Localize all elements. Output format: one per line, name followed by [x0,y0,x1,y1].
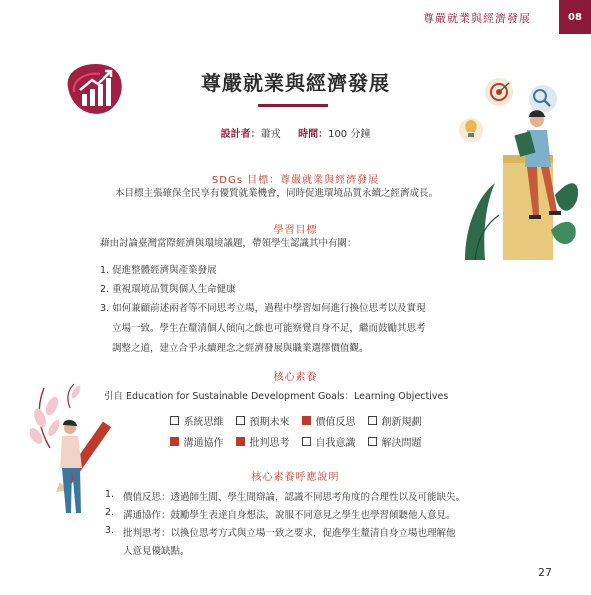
learning-item-3-cont-1: 立場一致。學生在釐清個人傾向之餘也可能察覺自身不足，繼而鼓勵其思考 [112,323,426,334]
competency-systems: 系統思維 [170,413,224,428]
explain-heading: 核心素養呼應說明 [251,472,340,483]
checkbox-values [302,416,311,425]
page-number: 27 [538,566,552,579]
learning-item-1: 1. 促進整體經濟與產業發展 [100,265,217,276]
competency-strategic: 創新規劃 [368,413,422,428]
core-source: 引自 Education for Sustainable Development Goals：Learning Objectives [104,391,449,402]
designer-name: 蕭戎 [260,129,281,140]
explain-item-1-num: 1. [105,489,115,500]
checkbox-critical [236,437,245,446]
page-title: 尊嚴就業與經濟發展 [201,71,390,95]
lightbulb-icon [459,118,483,142]
competency-values: 價值反思 [302,413,356,428]
competency-self-awareness: 自我意識 [302,434,356,449]
competency-critical: 批判思考 [236,434,290,449]
explain-item-1: 價值反思：透過師生間、學生間辯論，認識不同思考角度的合理性以及可能缺失。 [123,492,466,503]
learning-heading: 學習目標 [273,225,318,236]
competency-anticipatory: 預期未來 [236,413,290,428]
time-label: 時間： [298,129,329,140]
checkbox-problem-solving [368,437,377,446]
learning-intro: 藉由討論臺灣當際經濟與環境議題，帶領學生認識其中有關： [100,238,357,249]
sdgs-heading: SDGs 目標：尊嚴就業與經濟發展 [211,175,380,186]
title-underline [258,104,328,107]
learning-item-3: 3. 如何兼顧前述兩者等不同思考立場，過程中學習如何進行換位思考以及實現 [100,303,426,314]
explain-item-3-cont: 人意見優缺點。 [123,546,190,557]
explain-item-3-num: 3. [105,525,115,536]
core-heading: 核心素養 [273,372,318,383]
time-value: 100 分鐘 [328,129,371,140]
target-icon [485,78,513,106]
checkbox-collaboration [170,437,179,446]
running-header-title: 尊嚴就業與經濟發展 [423,12,531,25]
chapter-tab: 08 [559,0,591,34]
checkbox-strategic [368,416,377,425]
learning-item-2: 2. 重視環境品質與個人生命健康 [100,284,236,295]
explain-item-2: 溝通協作：鼓勵學生表達自身想法，說服不同意見之學生也學習傾聽他人意見。 [123,510,456,521]
checkbox-systems [170,416,179,425]
learning-item-3-cont-2: 調整之道，建立合乎永續理念之經濟發展與職業選擇價值觀。 [112,343,369,354]
competency-problem-solving: 解決問題 [368,434,422,449]
checkbox-self-awareness [302,437,311,446]
competency-collaboration: 溝通協作 [170,434,224,449]
explain-item-3: 批判思考：以換位思考方式與立場一致之要求，促進學生釐清自身立場也理解他 [123,528,456,539]
magnifier-icon [529,85,557,113]
checkbox-anticipatory [236,416,245,425]
sdgs-text: 本目標主張確保全民享有優質就業機會，同時促進環境品質永續之經濟成長。 [115,188,439,199]
designer-label: 設計者： [220,129,261,140]
explain-item-2-num: 2. [105,507,115,518]
header-bar [0,0,591,34]
